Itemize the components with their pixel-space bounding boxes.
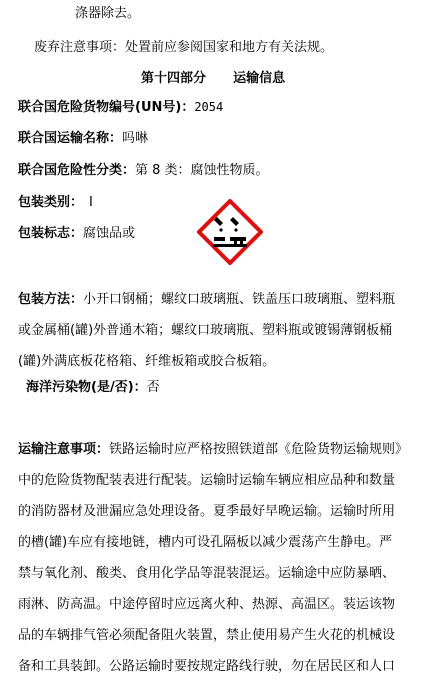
corrosive-pictogram-icon [197,199,263,265]
transport-notes-line-7: 品的车辆排气管必须配备阻火装置，禁止使用易产生火花的机械设 [18,628,396,643]
transport-notes-paragraph [18,434,438,682]
transport-notes-label: 运输注意事项： [18,442,110,457]
transport-notes-line-6: 雨淋、防高温。中途停留时应远离火种、热源、高温区。装运该物 [18,597,396,612]
packing-mark-label: 包装标志： [18,226,84,241]
shipping-name-value: 吗啉 [122,131,149,146]
transport-notes-line-2: 中的危险货物配装表进行配装。运输时运输车辆应相应品种和数量 [18,473,396,488]
packing-method-paragraph [18,284,438,377]
packing-group-value: I [89,195,93,210]
packing-group-row [18,195,93,211]
transport-notes-line-1 [18,434,438,465]
shipping-name-label: 联合国运输名称： [18,131,123,146]
hazard-class-value: 第 8 类：腐蚀性物质。 [135,163,269,178]
text-line-2: 废弃注意事项：处置前应参阅国家和地方有关法规。 [34,40,334,55]
marine-pollutant-value: 否 [146,380,160,395]
packing-method-line-2: 或金属桶(罐)外普通木箱；螺纹口玻璃瓶、塑料瓶或镀锡薄钢板桶 [18,323,393,338]
packing-group-label: 包装类别： [18,195,84,210]
section-number: 第十四部分 [141,71,207,86]
packing-mark-row [18,226,135,242]
transport-notes-line-3: 的消防器材及泄漏应急处理设备。夏季最好早晚运输。运输时所用 [18,504,396,519]
marine-pollutant-label: 海洋污染物(是/否)： [26,380,147,395]
un-number-value: 2054 [194,100,224,114]
packing-method-text-1: 小开口钢桶；螺纹口玻璃瓶、铁盖压口玻璃瓶、塑料瓶 [83,292,396,307]
hazard-class-row [18,163,269,179]
transport-notes-text-1: 铁路运输时应严格按照铁道部《危险货物运输规则》 [109,442,409,457]
transport-notes-line-5: 禁与氧化剂、酸类、食用化学品等混装混运。运输途中应防暴晒、 [18,566,396,581]
packing-method-line-1 [18,284,438,315]
marine-pollutant-row [26,380,160,396]
shipping-name-row [18,131,148,147]
section-title [141,67,285,86]
text-line-1: 涤器除去。 [75,6,141,21]
transport-notes-line-8: 备和工具装卸。公路运输时要按规定路线行驶，勿在居民区和人口 [18,659,396,674]
packing-mark-value: 腐蚀品或 [83,226,136,241]
section-subtitle: 运输信息 [233,71,286,86]
packing-method-label: 包装方法： [18,292,84,307]
un-number-label: 联合国危险货物编号(UN号)： [18,100,195,115]
hazard-class-label: 联合国危险性分类： [18,163,136,178]
packing-method-line-3: (罐)外满底板花格箱、纤维板箱或胶合板箱。 [18,354,276,369]
transport-notes-line-4: 的槽(罐)车应有接地链，槽内可设孔隔板以减少震荡产生静电。严 [18,535,393,550]
un-number-row [18,99,223,116]
